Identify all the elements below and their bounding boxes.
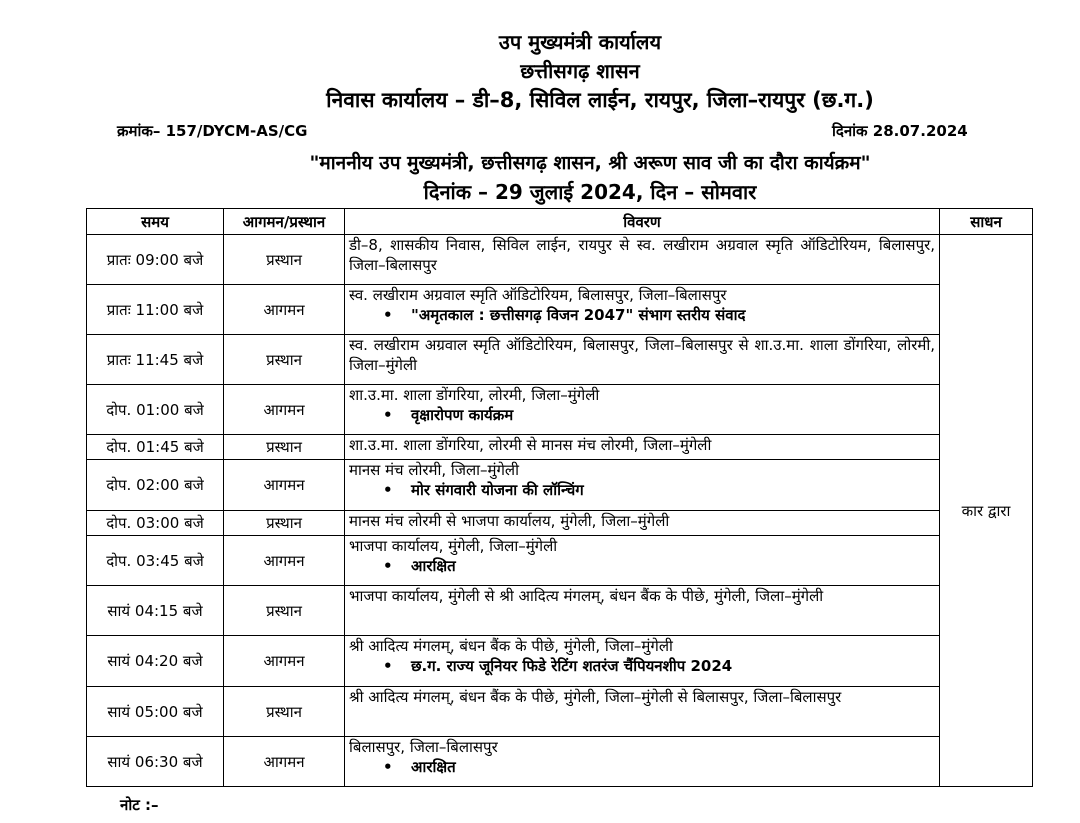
row-arrival-departure: आगमन	[224, 460, 345, 511]
table-row	[87, 511, 1033, 536]
col-header-type: आगमन/प्रस्थान	[224, 209, 345, 235]
row-time: प्रातः 11:45 बजे	[87, 335, 224, 385]
row-description-text: भाजपा कार्यालय, मुंगेली से श्री आदित्य मंगलम्, बंधन बैंक के पीछे, मुंगेली, जिला–मुंगेली	[349, 587, 824, 605]
row-event-text: वृक्षारोपण कार्यक्रम	[411, 406, 514, 424]
row-time: सायं 04:15 बजे	[87, 586, 224, 636]
row-description	[345, 536, 940, 586]
letter-date: दिनांक 28.07.2024	[832, 122, 968, 140]
row-arrival-departure: प्रस्थान	[224, 435, 345, 460]
table-row	[87, 636, 1033, 687]
row-description-text: मानस मंच लोरमी, जिला–मुंगेली	[349, 461, 519, 479]
col-header-mode: साधन	[940, 209, 1033, 235]
row-description-text: स्व. लखीराम अग्रवाल स्मृति ऑडिटोरियम, बिलासपुर, जिला–बिलासपुर से शा.उ.मा. शाला डोंगरिया, लोरमी, जिला–मुंगेली	[349, 336, 935, 374]
row-description	[345, 385, 940, 435]
row-description-text: मानस मंच लोरमी से भाजपा कार्यालय, मुंगेली, जिला–मुंगेली	[349, 512, 670, 530]
row-arrival-departure: आगमन	[224, 536, 345, 586]
row-arrival-departure: प्रस्थान	[224, 687, 345, 737]
row-description-text: स्व. लखीराम अग्रवाल स्मृति ऑडिटोरियम, बिलासपुर, जिला–बिलासपुर	[349, 286, 727, 304]
table-row	[87, 385, 1033, 435]
bullet-icon: •	[383, 657, 393, 675]
table-row	[87, 737, 1033, 787]
table-row	[87, 435, 1033, 460]
row-arrival-departure: आगमन	[224, 385, 345, 435]
col-header-time: समय	[87, 209, 224, 235]
row-time: दोप. 01:45 बजे	[87, 435, 224, 460]
row-description	[345, 285, 940, 335]
table-row	[87, 285, 1033, 335]
row-event-text: "अमृतकाल : छत्तीसगढ़ विजन 2047" संभाग स्तरीय संवाद	[411, 306, 746, 324]
row-description	[345, 687, 940, 737]
row-description	[345, 235, 940, 285]
government-heading: छत्तीसगढ़ शासन	[520, 59, 640, 83]
row-description-text: डी–8, शासकीय निवास, सिविल लाईन, रायपुर से स्व. लखीराम अग्रवाल स्मृति ऑडिटोरियम, बिलासपुर, जिला–बिलासपुर	[349, 236, 935, 274]
transport-mode: कार द्वारा	[940, 235, 1033, 787]
bullet-icon: •	[383, 758, 393, 776]
row-description-text: भाजपा कार्यालय, मुंगेली, जिला–मुंगेली	[349, 537, 558, 555]
row-event	[349, 480, 935, 500]
row-arrival-departure: प्रस्थान	[224, 586, 345, 636]
row-description	[345, 435, 940, 460]
bullet-icon: •	[383, 557, 393, 575]
row-time: प्रातः 11:00 बजे	[87, 285, 224, 335]
row-description-text: बिलासपुर, जिला–बिलासपुर	[349, 738, 498, 756]
address-heading: निवास कार्यालय – डी–8, सिविल लाईन, रायपुर, जिला–रायपुर (छ.ग.)	[326, 88, 874, 112]
row-time: सायं 05:00 बजे	[87, 687, 224, 737]
tour-date: दिनांक – 29 जुलाई 2024, दिन – सोमवार	[423, 180, 757, 204]
row-arrival-departure: प्रस्थान	[224, 235, 345, 285]
row-event	[349, 556, 935, 576]
row-description-text: शा.उ.मा. शाला डोंगरिया, लोरमी से मानस मंच लोरमी, जिला–मुंगेली	[349, 436, 712, 454]
row-event	[349, 405, 935, 425]
row-time: दोप. 01:00 बजे	[87, 385, 224, 435]
row-time: सायं 04:20 बजे	[87, 636, 224, 687]
row-description-text: शा.उ.मा. शाला डोंगरिया, लोरमी, जिला–मुंगेली	[349, 386, 600, 404]
row-arrival-departure: आगमन	[224, 737, 345, 787]
bullet-icon: •	[383, 481, 393, 499]
row-event	[349, 757, 935, 777]
note-label: नोट :–	[120, 796, 159, 814]
table-row	[87, 687, 1033, 737]
row-event	[349, 656, 935, 676]
office-heading: उप मुख्यमंत्री कार्यालय	[498, 30, 662, 54]
row-arrival-departure: आगमन	[224, 285, 345, 335]
row-time: दोप. 03:45 बजे	[87, 536, 224, 586]
bullet-icon: •	[383, 306, 393, 324]
row-description	[345, 586, 940, 636]
row-arrival-departure: आगमन	[224, 636, 345, 687]
bullet-icon: •	[383, 406, 393, 424]
row-time: दोप. 03:00 बजे	[87, 511, 224, 536]
table-row	[87, 335, 1033, 385]
row-description	[345, 636, 940, 687]
row-description-text: श्री आदित्य मंगलम्, बंधन बैंक के पीछे, मुंगेली, जिला–मुंगेली से बिलासपुर, जिला–बिलासपुर	[349, 688, 842, 706]
reference-number: क्रमांक– 157/DYCM-AS/CG	[117, 122, 308, 140]
table-row	[87, 460, 1033, 511]
table-row	[87, 235, 1033, 285]
row-event-text: आरक्षित	[411, 758, 456, 776]
row-arrival-departure: प्रस्थान	[224, 335, 345, 385]
tour-title: "माननीय उप मुख्यमंत्री, छत्तीसगढ़ शासन, श्री अरूण साव जी का दौरा कार्यक्रम"	[309, 152, 871, 174]
row-event-text: आरक्षित	[411, 557, 456, 575]
row-description	[345, 460, 940, 511]
row-event-text: मोर संगवारी योजना की लॉन्चिंग	[411, 481, 584, 499]
row-time: प्रातः 09:00 बजे	[87, 235, 224, 285]
table-header-row	[87, 209, 1033, 235]
row-arrival-departure: प्रस्थान	[224, 511, 345, 536]
row-time: सायं 06:30 बजे	[87, 737, 224, 787]
row-description	[345, 335, 940, 385]
row-description-text: श्री आदित्य मंगलम्, बंधन बैंक के पीछे, मुंगेली, जिला–मुंगेली	[349, 637, 673, 655]
row-time: दोप. 02:00 बजे	[87, 460, 224, 511]
row-event-text: छ.ग. राज्य जूनियर फिडे रेटिंग शतरंज चैंपियनशीप 2024	[411, 657, 733, 675]
row-description	[345, 511, 940, 536]
row-event	[349, 305, 935, 325]
table-row	[87, 536, 1033, 586]
table-row	[87, 586, 1033, 636]
col-header-description: विवरण	[345, 209, 940, 235]
schedule-table	[86, 208, 1033, 787]
row-description	[345, 737, 940, 787]
